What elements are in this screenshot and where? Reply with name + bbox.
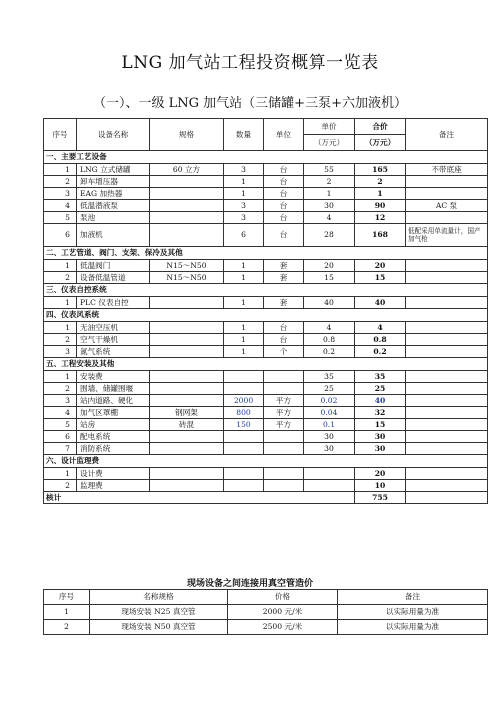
cell-total: 165 — [355, 164, 406, 176]
cell-remark — [406, 383, 488, 395]
cell-total: 2 — [355, 176, 406, 188]
cell-spec: N15～N50 — [150, 272, 224, 284]
cell-spec — [150, 468, 224, 480]
cell-total: 40 — [355, 297, 406, 309]
cell-price: 28 — [304, 224, 355, 247]
cell-no: 6 — [44, 224, 77, 247]
cell-qty: 1 — [224, 188, 264, 200]
cell-qty: 150 — [224, 419, 264, 431]
cell-price: 30 — [304, 431, 355, 443]
cell-remark — [406, 188, 488, 200]
cell-price: 4 — [304, 212, 355, 224]
cell-price: 55 — [304, 164, 355, 176]
cell-price: 25 — [304, 383, 355, 395]
pipe-table-row — [44, 620, 488, 635]
cell-price: 4 — [304, 322, 355, 334]
table-row — [44, 395, 488, 407]
cell-name: 安装费 — [77, 371, 150, 383]
cell-spec — [150, 346, 224, 358]
cell-name: 消防系统 — [77, 443, 150, 455]
cell-no: 2 — [44, 176, 77, 188]
cell-unit — [264, 383, 304, 395]
cell-no: 2 — [44, 383, 77, 395]
cell-unit: 平方 — [264, 407, 304, 419]
header-qty: 数量 — [224, 119, 264, 151]
pipe-cell: 1 — [44, 605, 90, 620]
cell-total: 30 — [355, 443, 406, 455]
cell-total: 35 — [355, 371, 406, 383]
table-row — [44, 419, 488, 431]
cell-total: 25 — [355, 383, 406, 395]
cell-spec — [150, 334, 224, 346]
cell-remark — [406, 176, 488, 188]
cell-total: 12 — [355, 212, 406, 224]
cell-unit: 个 — [264, 346, 304, 358]
cell-total: 15 — [355, 272, 406, 284]
table-row — [44, 322, 488, 334]
cell-qty: 1 — [224, 272, 264, 284]
cell-no: 1 — [44, 164, 77, 176]
section-header-row — [44, 358, 488, 371]
cell-unit — [264, 443, 304, 455]
table-row — [44, 212, 488, 224]
header-price: 单价 — [304, 119, 355, 135]
cell-total: 168 — [355, 224, 406, 247]
cell-unit — [264, 480, 304, 492]
header-remark: 备注 — [406, 119, 488, 151]
cell-spec — [150, 371, 224, 383]
cell-unit: 套 — [264, 297, 304, 309]
cell-qty: 1 — [224, 176, 264, 188]
cell-price: 0.8 — [304, 334, 355, 346]
pipe-cell: 2000 元/米 — [228, 605, 338, 620]
cell-unit: 平方 — [264, 419, 304, 431]
cell-name: 氮气系统 — [77, 346, 150, 358]
cell-qty: 3 — [224, 212, 264, 224]
cell-unit: 台 — [264, 322, 304, 334]
pipe-cell: 2 — [44, 620, 90, 635]
cell-qty: 800 — [224, 407, 264, 419]
cell-name: 卸车增压器 — [77, 176, 150, 188]
cell-price: 40 — [304, 297, 355, 309]
table-row — [44, 272, 488, 284]
cell-remark: 低配采用单流量计，国产加气枪 — [406, 224, 488, 247]
cell-price: 0.04 — [304, 407, 355, 419]
cell-price: 0.2 — [304, 346, 355, 358]
budget-table — [43, 118, 488, 504]
cell-name: 泵池 — [77, 212, 150, 224]
grand-total-remark — [406, 492, 488, 504]
cell-unit: 台 — [264, 176, 304, 188]
section-title: 三、仪表自控系统 — [44, 284, 488, 297]
cell-no: 6 — [44, 431, 77, 443]
cell-unit: 台 — [264, 164, 304, 176]
cell-qty — [224, 480, 264, 492]
table-row — [44, 480, 488, 492]
table-row — [44, 346, 488, 358]
cell-qty — [224, 443, 264, 455]
cell-qty — [224, 431, 264, 443]
cell-remark — [406, 334, 488, 346]
cell-name: 无油空压机 — [77, 322, 150, 334]
section-header-row — [44, 455, 488, 468]
cell-no: 2 — [44, 480, 77, 492]
cell-qty: 1 — [224, 260, 264, 272]
page-title: LNG 加气站工程投资概算一览表 — [121, 53, 379, 73]
section-header-row — [44, 151, 488, 164]
cell-total: 4 — [355, 322, 406, 334]
cell-remark — [406, 371, 488, 383]
cell-price — [304, 480, 355, 492]
cell-total: 20 — [355, 260, 406, 272]
cell-name: 站内道路、硬化 — [77, 395, 150, 407]
section-header-row — [44, 284, 488, 297]
cell-no: 3 — [44, 188, 77, 200]
cell-remark — [406, 260, 488, 272]
cell-name: PLC 仪表自控 — [77, 297, 150, 309]
cell-unit: 台 — [264, 212, 304, 224]
cell-no: 1 — [44, 468, 77, 480]
cell-total: 0.8 — [355, 334, 406, 346]
cell-name: 空气干燥机 — [77, 334, 150, 346]
cell-no: 3 — [44, 395, 77, 407]
cell-unit: 台 — [264, 334, 304, 346]
cell-price: 20 — [304, 260, 355, 272]
header-total-unit: （万元） — [355, 135, 406, 151]
cell-name: 低温阀门 — [77, 260, 150, 272]
cell-spec: 60 立方 — [150, 164, 224, 176]
cell-spec — [150, 297, 224, 309]
pipe-header-price: 价格 — [228, 590, 338, 605]
pipe-cell: 以实际用量为准 — [338, 620, 488, 635]
cell-spec: N15～N50 — [150, 260, 224, 272]
cell-name: 设备低温管道 — [77, 272, 150, 284]
table-row — [44, 407, 488, 419]
section-title: 一、主要工艺设备 — [44, 151, 488, 164]
cell-qty: 1 — [224, 334, 264, 346]
cell-qty — [224, 468, 264, 480]
table-row — [44, 224, 488, 247]
table-row — [44, 200, 488, 212]
cell-remark — [406, 395, 488, 407]
header-seq: 序号 — [44, 119, 77, 151]
table-row — [44, 164, 488, 176]
cell-spec: 钢网架 — [150, 407, 224, 419]
cell-remark — [406, 322, 488, 334]
pipe-cell: 现场安装 N25 真空管 — [90, 605, 228, 620]
cell-price: 30 — [304, 443, 355, 455]
pipe-cell: 现场安装 N50 真空管 — [90, 620, 228, 635]
grand-total-row — [44, 492, 488, 504]
cell-remark — [406, 468, 488, 480]
table-row — [44, 334, 488, 346]
cell-name: 监理费 — [77, 480, 150, 492]
cell-spec: 砖混 — [150, 419, 224, 431]
table-row — [44, 297, 488, 309]
table-row — [44, 176, 488, 188]
cell-no: 5 — [44, 419, 77, 431]
header-total: 合价 — [355, 119, 406, 135]
grand-total-value: 755 — [355, 492, 406, 504]
cell-no: 3 — [44, 346, 77, 358]
cell-unit: 台 — [264, 224, 304, 247]
table-row — [44, 431, 488, 443]
cell-qty — [224, 371, 264, 383]
cell-total: 0.2 — [355, 346, 406, 358]
cell-spec — [150, 212, 224, 224]
cell-spec — [150, 176, 224, 188]
cell-price: 35 — [304, 371, 355, 383]
pipe-cell: 2500 元/米 — [228, 620, 338, 635]
cell-no: 4 — [44, 200, 77, 212]
section-title: 二、工艺管道、阀门、支架、保冷及其他 — [44, 247, 488, 260]
pipe-header-seq: 序号 — [44, 590, 90, 605]
cell-remark — [406, 407, 488, 419]
cell-remark — [406, 443, 488, 455]
cell-price: 0.02 — [304, 395, 355, 407]
section-header-row — [44, 309, 488, 322]
cell-price: 30 — [304, 200, 355, 212]
cell-unit: 套 — [264, 272, 304, 284]
budget-table-body — [44, 151, 488, 504]
cell-no: 2 — [44, 272, 77, 284]
cell-name: 设计费 — [77, 468, 150, 480]
cell-remark — [406, 297, 488, 309]
cell-spec — [150, 480, 224, 492]
cell-qty: 1 — [224, 346, 264, 358]
cell-no: 2 — [44, 334, 77, 346]
cell-spec — [150, 188, 224, 200]
cell-name: 配电系统 — [77, 431, 150, 443]
cell-spec — [150, 322, 224, 334]
cell-remark — [406, 212, 488, 224]
cell-no: 1 — [44, 260, 77, 272]
section-title: 五、工程安装及其他 — [44, 358, 488, 371]
cell-total: 30 — [355, 431, 406, 443]
cell-name: 围墙、储罐围堰 — [77, 383, 150, 395]
cell-name: 加液机 — [77, 224, 150, 247]
cell-no: 4 — [44, 407, 77, 419]
cell-price: 15 — [304, 272, 355, 284]
cell-remark: 不带底座 — [406, 164, 488, 176]
cell-no: 1 — [44, 371, 77, 383]
cell-unit: 台 — [264, 200, 304, 212]
pipe-table-row — [44, 605, 488, 620]
section-header-row — [44, 247, 488, 260]
table-row — [44, 443, 488, 455]
header-name: 设备名称 — [77, 119, 150, 151]
table-row — [44, 371, 488, 383]
cell-unit — [264, 371, 304, 383]
cell-unit: 套 — [264, 260, 304, 272]
cell-price: 1 — [304, 188, 355, 200]
cell-qty: 2000 — [224, 395, 264, 407]
cell-qty: 1 — [224, 297, 264, 309]
cell-remark — [406, 346, 488, 358]
cell-spec — [150, 224, 224, 247]
cell-unit: 平方 — [264, 395, 304, 407]
table-row — [44, 468, 488, 480]
cell-qty: 1 — [224, 322, 264, 334]
cell-price — [304, 468, 355, 480]
cell-total: 32 — [355, 407, 406, 419]
cell-name: 站房 — [77, 419, 150, 431]
cell-total: 1 — [355, 188, 406, 200]
cell-remark — [406, 431, 488, 443]
cell-name: 低温潜液泵 — [77, 200, 150, 212]
table-row — [44, 260, 488, 272]
header-spec: 规格 — [150, 119, 224, 151]
cell-qty — [224, 383, 264, 395]
page-subtitle: （一）、一级 LNG 加气站（三储罐+三泵+六加液机） — [93, 96, 407, 111]
pipe-table-title: 现场设备之间连接用真空管造价 — [186, 579, 313, 589]
cell-no: 1 — [44, 322, 77, 334]
cell-spec — [150, 431, 224, 443]
cell-qty: 6 — [224, 224, 264, 247]
cell-qty: 3 — [224, 164, 264, 176]
section-title: 四、仪表风系统 — [44, 309, 488, 322]
pipe-table-body — [44, 605, 488, 635]
cell-spec — [150, 383, 224, 395]
cell-spec — [150, 395, 224, 407]
table-row — [44, 188, 488, 200]
cell-unit — [264, 468, 304, 480]
cell-remark: AC 泵 — [406, 200, 488, 212]
cell-price: 2 — [304, 176, 355, 188]
cell-total: 90 — [355, 200, 406, 212]
cell-name: LNG 立式储罐 — [77, 164, 150, 176]
cell-no: 7 — [44, 443, 77, 455]
cell-remark — [406, 272, 488, 284]
header-unit: 单位 — [264, 119, 304, 151]
pipe-header-name: 名称规格 — [90, 590, 228, 605]
cell-total: 15 — [355, 419, 406, 431]
cell-total: 40 — [355, 395, 406, 407]
cell-qty: 3 — [224, 200, 264, 212]
grand-total-label: 核计 — [44, 492, 355, 504]
cell-no: 1 — [44, 297, 77, 309]
cell-unit — [264, 431, 304, 443]
header-price-unit: （万元） — [304, 135, 355, 151]
cell-spec — [150, 200, 224, 212]
section-title: 六、设计监理费 — [44, 455, 488, 468]
pipe-table — [43, 589, 488, 635]
table-row — [44, 383, 488, 395]
cell-no: 5 — [44, 212, 77, 224]
cell-unit: 台 — [264, 188, 304, 200]
cell-remark — [406, 419, 488, 431]
cell-remark — [406, 480, 488, 492]
pipe-cell: 以实际用量为准 — [338, 605, 488, 620]
cell-total: 20 — [355, 468, 406, 480]
cell-price: 0.1 — [304, 419, 355, 431]
cell-name: 加气区罩棚 — [77, 407, 150, 419]
cell-spec — [150, 443, 224, 455]
cell-total: 10 — [355, 480, 406, 492]
pipe-header-remark: 备注 — [338, 590, 488, 605]
cell-name: EAG 加热器 — [77, 188, 150, 200]
